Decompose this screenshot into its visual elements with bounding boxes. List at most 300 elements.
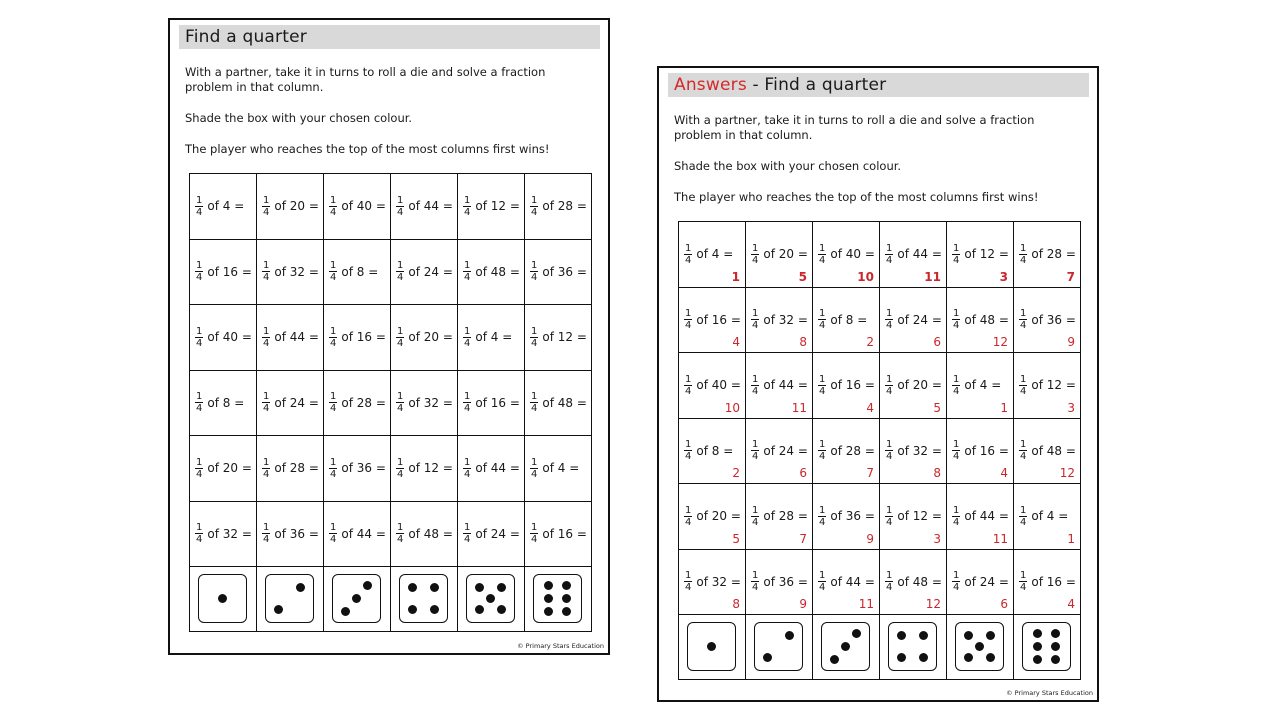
answer-value: 3 — [999, 269, 1008, 284]
grid-cell[interactable] — [324, 501, 391, 567]
die-pip — [363, 581, 372, 590]
question-text: of 48 = — [542, 395, 587, 410]
grid-cell[interactable] — [391, 370, 458, 436]
die-pip — [430, 583, 439, 592]
grid-cell[interactable] — [391, 501, 458, 567]
fraction-one-quarter — [530, 195, 538, 218]
question-text: of 48 = — [964, 312, 1009, 327]
grid-cell[interactable] — [947, 287, 1014, 353]
grid-cell[interactable] — [947, 484, 1014, 550]
fraction-denominator: 4 — [819, 516, 826, 528]
grid-cell[interactable] — [391, 174, 458, 240]
fraction-numerator: 1 — [752, 373, 759, 385]
die-pip — [897, 631, 906, 640]
fraction-one-quarter — [262, 457, 270, 480]
fraction-denominator: 4 — [397, 272, 404, 284]
answer-value: 4 — [866, 400, 874, 415]
question-text: of 44 = — [964, 509, 1009, 524]
die-pip — [897, 653, 906, 662]
grid-cell[interactable] — [1014, 287, 1081, 353]
fraction-question — [396, 436, 453, 501]
grid-cell[interactable] — [324, 239, 391, 305]
fraction-one-quarter — [751, 439, 759, 462]
fraction-numerator: 1 — [886, 439, 893, 451]
fraction-question — [329, 436, 386, 501]
fraction-denominator: 4 — [752, 516, 759, 528]
fraction-denominator: 4 — [196, 403, 203, 415]
grid-cell[interactable] — [525, 370, 592, 436]
fraction-question — [396, 502, 453, 567]
fraction-numerator: 1 — [953, 504, 960, 516]
fraction-one-quarter — [530, 522, 538, 545]
grid-cell[interactable] — [190, 239, 257, 305]
die-pip — [562, 607, 571, 616]
grid-cell[interactable] — [190, 370, 257, 436]
answer-value: 10 — [857, 269, 874, 284]
fraction-question — [195, 305, 252, 370]
die-pip — [475, 583, 484, 592]
question-text: of 20 = — [763, 247, 808, 262]
fraction-one-quarter — [329, 522, 337, 545]
grid-cell[interactable] — [880, 287, 947, 353]
fraction-denominator: 4 — [531, 337, 538, 349]
die-pip — [408, 605, 417, 614]
die-face-2-icon — [754, 622, 803, 671]
answer-value: 7 — [799, 531, 807, 546]
fraction-question — [952, 353, 1001, 418]
fraction-question — [684, 419, 733, 484]
fraction-denominator: 4 — [1020, 254, 1027, 266]
fraction-one-quarter — [329, 260, 337, 283]
title-accent: Answers — [674, 75, 747, 95]
grid-cell[interactable] — [880, 418, 947, 484]
fraction-one-quarter — [818, 243, 826, 266]
grid-cell[interactable] — [880, 549, 947, 615]
die-pip — [218, 594, 227, 603]
die-pip — [1033, 629, 1042, 638]
fraction-one-quarter — [818, 308, 826, 331]
grid-cell[interactable] — [1014, 418, 1081, 484]
grid-cell[interactable] — [746, 484, 813, 550]
die-pip — [841, 642, 850, 651]
question-text: of 8 = — [696, 443, 734, 458]
fraction-question — [818, 288, 867, 353]
grid-cell[interactable] — [324, 436, 391, 502]
dice-cell — [1014, 615, 1081, 680]
grid-cell[interactable] — [746, 418, 813, 484]
question-text: of 4 = — [964, 378, 1002, 393]
grid-row — [679, 287, 1081, 353]
fraction-denominator: 4 — [330, 403, 337, 415]
fraction-question — [195, 371, 244, 436]
grid-cell[interactable] — [257, 239, 324, 305]
dice-row — [190, 567, 592, 632]
question-text: of 28 = — [1031, 247, 1076, 262]
grid-cell[interactable] — [1014, 484, 1081, 550]
grid-cell[interactable] — [813, 484, 880, 550]
die-pip — [1051, 655, 1060, 664]
fraction-question — [530, 436, 579, 501]
fraction-denominator: 4 — [819, 320, 826, 332]
fraction-numerator: 1 — [819, 373, 826, 385]
fraction-denominator: 4 — [886, 582, 893, 594]
fraction-one-quarter — [463, 391, 471, 414]
instruction-3: The player who reaches the top of the most columns first wins! — [185, 142, 550, 156]
fraction-numerator: 1 — [1020, 373, 1027, 385]
fraction-denominator: 4 — [953, 254, 960, 266]
grid-cell[interactable] — [880, 222, 947, 288]
die-pip — [919, 631, 928, 640]
grid-cell[interactable] — [1014, 549, 1081, 615]
die-pip — [830, 655, 839, 664]
question-text: of 20 = — [207, 461, 252, 476]
answer-value: 7 — [866, 466, 874, 480]
fraction-denominator: 4 — [685, 516, 692, 528]
answer-value: 3 — [933, 531, 941, 546]
fraction-numerator: 1 — [752, 570, 759, 582]
fraction-numerator: 1 — [685, 308, 692, 320]
fraction-question — [329, 174, 386, 239]
fraction-denominator: 4 — [263, 403, 270, 415]
grid-cell[interactable] — [257, 436, 324, 502]
fraction-one-quarter — [952, 570, 960, 593]
dice-cell — [679, 615, 746, 680]
instructions — [674, 113, 1084, 221]
fraction-numerator: 1 — [330, 325, 337, 337]
fraction-denominator: 4 — [397, 337, 404, 349]
fraction-one-quarter — [262, 326, 270, 349]
fraction-denominator: 4 — [531, 272, 538, 284]
grid-cell[interactable] — [190, 305, 257, 371]
fraction-denominator: 4 — [196, 206, 203, 218]
question-text: of 4 = — [696, 247, 734, 262]
question-text: of 48 = — [475, 264, 520, 279]
question-text: of 4 = — [207, 199, 245, 214]
answer-value: 6 — [933, 335, 941, 349]
fraction-denominator: 4 — [819, 582, 826, 594]
grid-cell[interactable] — [947, 549, 1014, 615]
grid-cell[interactable] — [679, 484, 746, 550]
fraction-numerator: 1 — [397, 260, 404, 272]
grid-cell[interactable] — [746, 222, 813, 288]
die-face-5-icon — [955, 622, 1004, 671]
fraction-question — [262, 436, 319, 501]
fraction-denominator: 4 — [1020, 320, 1027, 332]
answer-value: 9 — [1067, 335, 1075, 349]
fraction-numerator: 1 — [886, 373, 893, 385]
answer-value: 4 — [732, 335, 740, 349]
grid-cell[interactable] — [746, 549, 813, 615]
fraction-numerator: 1 — [752, 439, 759, 451]
question-text: of 16 = — [341, 330, 386, 345]
die-pip — [296, 583, 305, 592]
fraction-one-quarter — [195, 195, 203, 218]
grid-cell[interactable] — [1014, 353, 1081, 419]
grid-cell[interactable] — [746, 353, 813, 419]
fraction-one-quarter — [463, 522, 471, 545]
copyright: © Primary Stars Education — [1006, 689, 1093, 697]
question-text: of 32 = — [696, 574, 741, 589]
fraction-denominator: 4 — [953, 320, 960, 332]
instructions — [185, 65, 595, 173]
grid-cell[interactable] — [458, 501, 525, 567]
fraction-numerator: 1 — [953, 242, 960, 254]
fraction-denominator: 4 — [1020, 582, 1027, 594]
fraction-denominator: 4 — [1020, 451, 1027, 463]
answer-value: 2 — [866, 335, 874, 349]
answer-value: 4 — [1000, 466, 1008, 480]
answer-value: 6 — [799, 466, 807, 480]
fraction-denominator: 4 — [819, 385, 826, 397]
fraction-one-quarter — [952, 505, 960, 528]
fraction-grid-answers — [678, 221, 1081, 680]
fraction-one-quarter — [751, 243, 759, 266]
fraction-numerator: 1 — [196, 260, 203, 272]
grid-cell[interactable] — [947, 418, 1014, 484]
fraction-one-quarter — [262, 391, 270, 414]
grid-cell[interactable] — [813, 222, 880, 288]
question-text: of 28 = — [830, 443, 875, 458]
fraction-one-quarter — [262, 195, 270, 218]
question-text: of 20 = — [274, 199, 319, 214]
fraction-numerator: 1 — [330, 456, 337, 468]
fraction-one-quarter — [885, 243, 893, 266]
die-pip — [785, 631, 794, 640]
grid-cell[interactable] — [458, 370, 525, 436]
fraction-denominator: 4 — [953, 516, 960, 528]
grid-cell[interactable] — [324, 370, 391, 436]
die-face-6-icon — [1022, 622, 1071, 671]
fraction-denominator: 4 — [685, 451, 692, 463]
fraction-one-quarter — [885, 374, 893, 397]
fraction-denominator: 4 — [886, 254, 893, 266]
grid-cell[interactable] — [880, 484, 947, 550]
grid-cell[interactable] — [1014, 222, 1081, 288]
fraction-numerator: 1 — [685, 504, 692, 516]
grid-row — [190, 501, 592, 567]
fraction-numerator: 1 — [196, 456, 203, 468]
grid-cell[interactable] — [679, 418, 746, 484]
fraction-question — [463, 436, 520, 501]
fraction-one-quarter — [684, 308, 692, 331]
grid-cell[interactable] — [257, 370, 324, 436]
die-pip — [1033, 655, 1042, 664]
fraction-denominator: 4 — [752, 451, 759, 463]
title-text: Find a quarter — [185, 27, 307, 47]
answer-value: 12 — [1059, 466, 1075, 480]
fraction-numerator: 1 — [752, 242, 759, 254]
question-text: of 44 = — [897, 247, 942, 262]
grid-cell[interactable] — [190, 436, 257, 502]
grid-cell[interactable] — [813, 418, 880, 484]
die-pip — [544, 581, 553, 590]
grid-cell[interactable] — [813, 353, 880, 419]
fraction-denominator: 4 — [752, 254, 759, 266]
fraction-numerator: 1 — [397, 391, 404, 403]
fraction-denominator: 4 — [263, 206, 270, 218]
dice-cell — [880, 615, 947, 680]
grid-cell[interactable] — [947, 222, 1014, 288]
question-text: of 24 = — [475, 526, 520, 541]
worksheet-answers — [657, 66, 1099, 702]
answer-value: 6 — [1000, 597, 1008, 611]
grid-row — [190, 436, 592, 502]
fraction-one-quarter — [818, 570, 826, 593]
fraction-denominator: 4 — [397, 468, 404, 480]
fraction-question — [530, 240, 587, 305]
fraction-denominator: 4 — [464, 403, 471, 415]
die-pip — [341, 607, 350, 616]
fraction-one-quarter — [1019, 374, 1027, 397]
fraction-numerator: 1 — [263, 194, 270, 206]
fraction-one-quarter — [684, 374, 692, 397]
fraction-grid — [189, 173, 592, 632]
answer-value: 1 — [1000, 400, 1008, 415]
die-face-4-icon — [399, 574, 448, 623]
grid-cell[interactable] — [257, 174, 324, 240]
fraction-denominator: 4 — [263, 534, 270, 546]
answer-value: 11 — [791, 400, 807, 415]
die-pip — [562, 594, 571, 603]
grid-cell[interactable] — [458, 305, 525, 371]
grid-cell[interactable] — [880, 353, 947, 419]
fraction-numerator: 1 — [464, 456, 471, 468]
fraction-one-quarter — [1019, 570, 1027, 593]
grid-cell[interactable] — [679, 353, 746, 419]
fraction-numerator: 1 — [531, 325, 538, 337]
fraction-question — [463, 502, 520, 567]
grid-cell[interactable] — [324, 174, 391, 240]
question-text: of 40 = — [341, 199, 386, 214]
fraction-numerator: 1 — [531, 260, 538, 272]
question-text: of 48 = — [897, 574, 942, 589]
question-text: of 12 = — [897, 509, 942, 524]
fraction-numerator: 1 — [819, 308, 826, 320]
fraction-denominator: 4 — [531, 468, 538, 480]
grid-cell[interactable] — [391, 436, 458, 502]
question-text: of 40 = — [696, 378, 741, 393]
grid-cell[interactable] — [813, 287, 880, 353]
grid-cell[interactable] — [679, 222, 746, 288]
grid-cell[interactable] — [813, 549, 880, 615]
grid-cell[interactable] — [525, 436, 592, 502]
answer-value: 8 — [933, 466, 941, 480]
fraction-question — [195, 240, 252, 305]
fraction-denominator: 4 — [752, 582, 759, 594]
fraction-numerator: 1 — [397, 325, 404, 337]
grid-cell[interactable] — [190, 501, 257, 567]
fraction-denominator: 4 — [819, 254, 826, 266]
grid-cell[interactable] — [458, 239, 525, 305]
question-text: of 48 = — [408, 526, 453, 541]
grid-row — [679, 549, 1081, 615]
grid-cell[interactable] — [525, 501, 592, 567]
grid-cell[interactable] — [525, 239, 592, 305]
fraction-numerator: 1 — [397, 522, 404, 534]
fraction-one-quarter — [952, 374, 960, 397]
question-text: of 16 = — [1031, 574, 1076, 589]
fraction-question — [262, 305, 319, 370]
die-pip — [986, 631, 995, 640]
fraction-question — [530, 305, 587, 370]
dice-cell — [458, 567, 525, 632]
grid-cell[interactable] — [324, 305, 391, 371]
answer-value: 1 — [1067, 531, 1075, 546]
grid-cell[interactable] — [746, 287, 813, 353]
fraction-question — [329, 502, 386, 567]
fraction-one-quarter — [530, 457, 538, 480]
answer-value: 2 — [732, 466, 740, 480]
grid-cell[interactable] — [947, 353, 1014, 419]
fraction-numerator: 1 — [464, 194, 471, 206]
question-text: of 16 = — [964, 443, 1009, 458]
grid-cell[interactable] — [679, 549, 746, 615]
answer-value: 12 — [925, 597, 941, 611]
grid-cell[interactable] — [391, 239, 458, 305]
fraction-numerator: 1 — [464, 522, 471, 534]
grid-cell[interactable] — [458, 174, 525, 240]
fraction-numerator: 1 — [330, 260, 337, 272]
grid-cell[interactable] — [190, 174, 257, 240]
grid-cell[interactable] — [525, 174, 592, 240]
fraction-numerator: 1 — [263, 522, 270, 534]
fraction-denominator: 4 — [263, 468, 270, 480]
answer-value: 7 — [1066, 269, 1075, 284]
question-text: of 44 = — [475, 461, 520, 476]
grid-cell[interactable] — [458, 436, 525, 502]
fraction-numerator: 1 — [397, 456, 404, 468]
fraction-numerator: 1 — [886, 308, 893, 320]
fraction-numerator: 1 — [464, 325, 471, 337]
grid-cell[interactable] — [257, 501, 324, 567]
fraction-denominator: 4 — [685, 582, 692, 594]
fraction-one-quarter — [885, 308, 893, 331]
question-text: of 36 = — [830, 509, 875, 524]
die-pip — [964, 653, 973, 662]
fraction-numerator: 1 — [1020, 504, 1027, 516]
question-text: of 32 = — [763, 312, 808, 327]
question-text: of 16 = — [696, 312, 741, 327]
question-text: of 32 = — [897, 443, 942, 458]
worksheet-title — [179, 25, 600, 49]
question-text: of 4 = — [542, 461, 580, 476]
grid-cell[interactable] — [679, 287, 746, 353]
fraction-denominator: 4 — [330, 206, 337, 218]
grid-cell[interactable] — [525, 305, 592, 371]
die-pip — [1051, 642, 1060, 651]
fraction-one-quarter — [952, 243, 960, 266]
fraction-numerator: 1 — [330, 194, 337, 206]
instruction-1: With a partner, take it in turns to roll a die and solve a fraction problem in that column. — [185, 65, 546, 94]
question-text: of 24 = — [763, 443, 808, 458]
fraction-one-quarter — [396, 457, 404, 480]
fraction-one-quarter — [952, 439, 960, 462]
question-text: of 12 = — [408, 461, 453, 476]
fraction-denominator: 4 — [1020, 516, 1027, 528]
fraction-numerator: 1 — [953, 439, 960, 451]
grid-cell[interactable] — [391, 305, 458, 371]
fraction-one-quarter — [463, 457, 471, 480]
instruction-3: The player who reaches the top of the most columns first wins! — [674, 190, 1039, 204]
instruction-2: Shade the box with your chosen colour. — [674, 159, 902, 173]
die-pip — [352, 594, 361, 603]
fraction-denominator: 4 — [685, 254, 692, 266]
fraction-one-quarter — [195, 391, 203, 414]
question-text: of 24 = — [274, 395, 319, 410]
die-face-1-icon — [198, 574, 247, 623]
die-pip — [486, 594, 495, 603]
grid-cell[interactable] — [257, 305, 324, 371]
